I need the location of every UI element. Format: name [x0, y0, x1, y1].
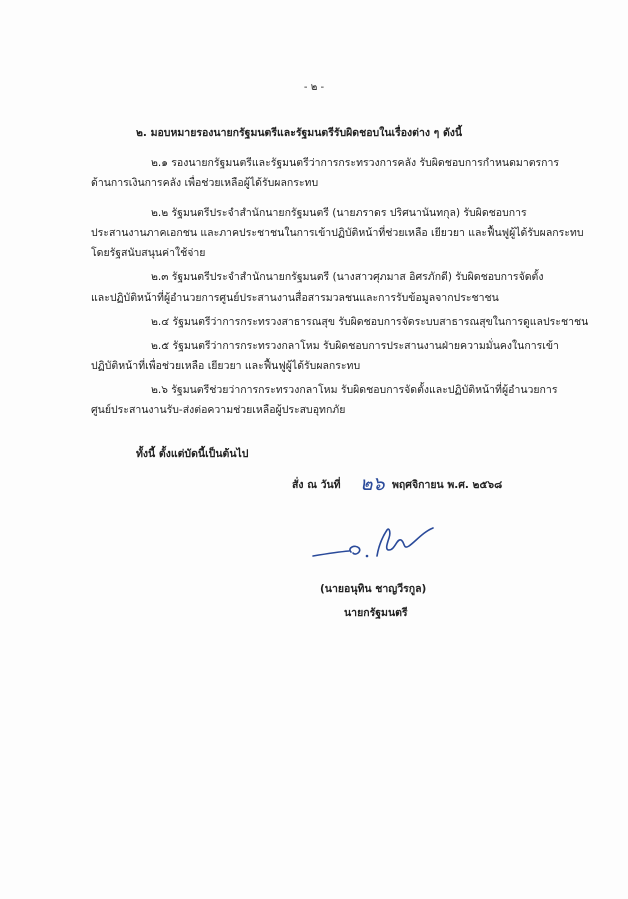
paragraph-2-1-line-1: ๒.๑ รองนายกรัฐมนตรีและรัฐมนตรีว่าการกระทรวงการคลัง รับผิดชอบการกำหนดมาตรการ [151, 157, 560, 169]
effective-line: ทั้งนี้ ตั้งแต่บัดนี้เป็นต้นไป [136, 448, 249, 460]
paragraph-2-2-line-1: ๒.๒ รัฐมนตรีประจำสำนักนายกรัฐมนตรี (นายภราดร ปริศนานันทกุล) รับผิดชอบการ [151, 207, 527, 219]
page-number: - ๒ - [303, 82, 325, 93]
paragraph-2-5-line-1: ๒.๕ รัฐมนตรีว่าการกระทรวงกลาโหม รับผิดชอบการประสานงานฝ่ายความมั่นคงในการเข้า [151, 340, 559, 352]
paragraph-2-6-line-2: ศูนย์ประสานงานรับ-ส่งต่อความช่วยเหลือผู้ประสบอุทกภัย [91, 404, 346, 416]
signature-image [305, 518, 445, 568]
paragraph-2-3-line-2: และปฏิบัติหน้าที่ผู้อำนวยการศูนย์ประสานงานสื่อสารมวลชนและการรับข้อมูลจากประชาชน [91, 292, 499, 304]
signature-stroke-flourish [377, 528, 433, 556]
paragraph-2-2-line-2: ประสานงานภาคเอกชน และภาคประชาชนในการเข้าปฏิบัติหน้าที่ช่วยเหลือ เยียวยา และฟื้นฟูผู้ได้รับผลกระทบ [91, 227, 584, 239]
signature-stroke-loop [350, 546, 360, 554]
order-date-prefix: สั่ง ณ วันที่ [292, 479, 341, 491]
order-date-day-handwritten: ๒๖ [360, 473, 385, 495]
paragraph-2-4-line-1: ๒.๔ รัฐมนตรีว่าการกระทรวงสาธารณสุข รับผิดชอบการจัดระบบสาธารณสุขในการดูแลประชาชน [151, 316, 589, 328]
signature-stroke-main [313, 551, 349, 556]
section-heading: ๒. มอบหมายรองนายกรัฐมนตรีและรัฐมนตรีรับผิดชอบในเรื่องต่าง ๆ ดังนี้ [136, 127, 463, 139]
paragraph-2-3-line-1: ๒.๓ รัฐมนตรีประจำสำนักนายกรัฐมนตรี (นางสาวศุภมาส อิศรภักดี) รับผิดชอบการจัดตั้ง [151, 271, 544, 283]
signer-position: นายกรัฐมนตรี [344, 607, 408, 619]
paragraph-2-5-line-2: ปฏิบัติหน้าที่เพื่อช่วยเหลือ เยียวยา และฟื้นฟูผู้ได้รับผลกระทบ [91, 360, 361, 372]
signer-name: (นายอนุทิน ชาญวีรกูล) [320, 583, 427, 595]
paragraph-2-6-line-1: ๒.๖ รัฐมนตรีช่วยว่าการกระทรวงกลาโหม รับผิดชอบการจัดตั้งและปฏิบัติหน้าที่ผู้อำนวยการ [151, 384, 558, 396]
order-date-suffix: พฤศจิกายน พ.ศ. ๒๕๖๘ [392, 479, 503, 491]
paragraph-2-2-line-3: โดยรัฐสนับสนุนค่าใช้จ่าย [91, 247, 206, 259]
signature-dot [366, 555, 369, 558]
paragraph-2-1-line-2: ด้านการเงินการคลัง เพื่อช่วยเหลือผู้ได้รับผลกระทบ [91, 177, 319, 189]
